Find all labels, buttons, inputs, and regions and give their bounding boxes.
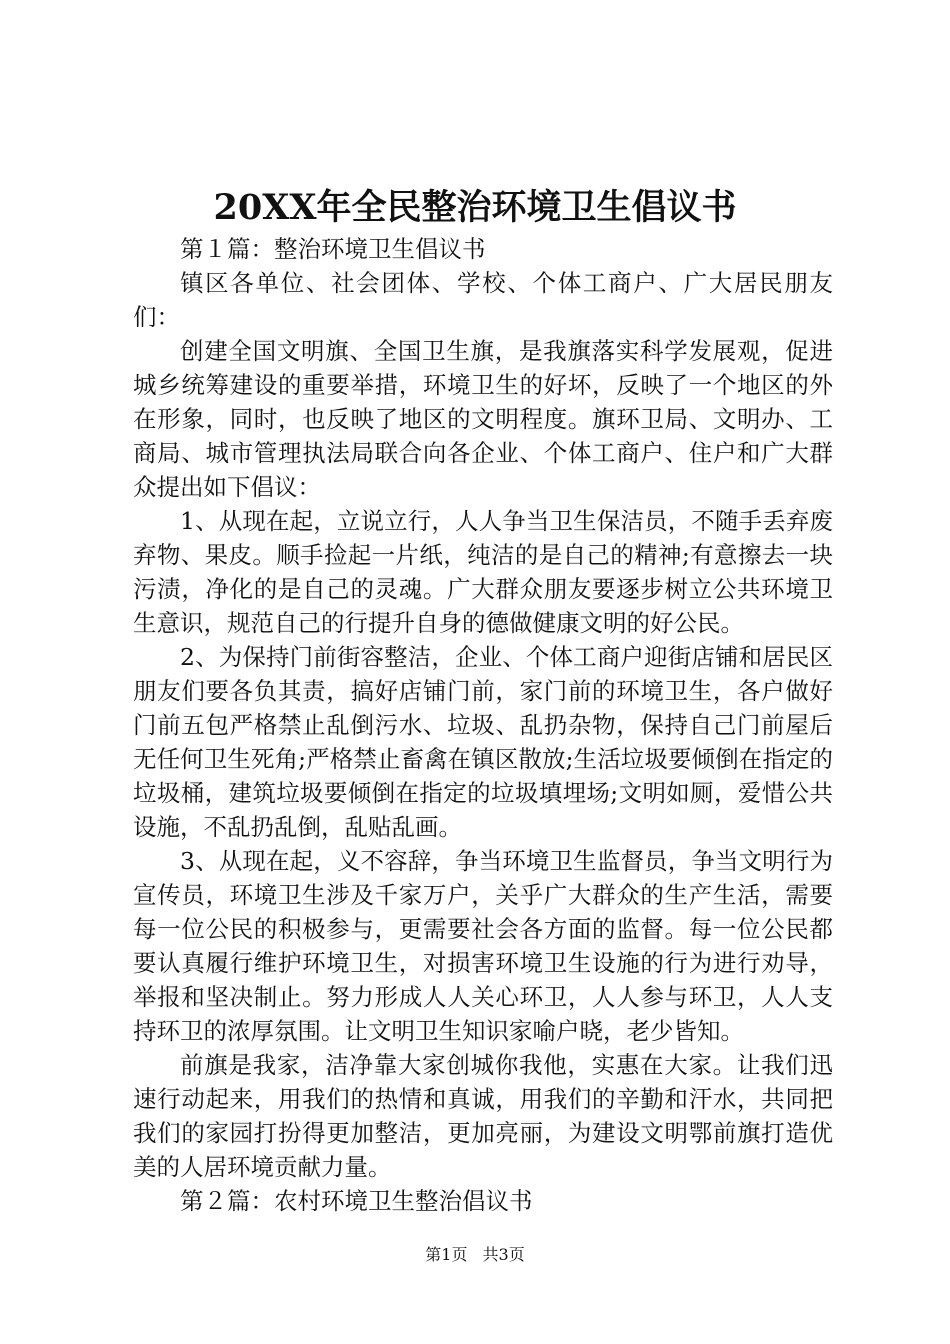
paragraph-item-3: 3、从现在起，义不容辞，争当环境卫生监督员，争当文明行为宣传员，环境卫生涉及千家万户，关乎广大群众的生产生活，需要每一位公民的积极参与，更需要社会各方面的监督。每一位公民都要认真履行维护环境卫生，对损害环境卫生设施的行为进行劝导，举报和坚决制止。努力形成人人关心环卫，人人参与环卫，人人支持环卫的浓厚氛围。让文明卫生知识家喻户晓，老少皆知。 — [133, 847, 833, 1045]
paragraph-intro: 创建全国文明旗、全国卫生旗，是我旗落实科学发展观，促进城乡统筹建设的重要举措，环境卫生的好坏，反映了一个地区的外在形象，同时，也反映了地区的文明程度。旗环卫局、文明办、工商局、城市管理执法局联合向各企业、个体工商户、住户和广大群众提出如下倡议： — [133, 337, 833, 501]
paragraph-closing: 前旗是我家，洁净靠大家创城你我他，实惠在大家。让我们迅速行动起来，用我们的热情和真诚，用我们的辛勤和汗水，共同把我们的家园打扮得更加整洁，更加亮丽，为建设文明鄂前旗打造优美的人居环境贡献力量。 — [133, 1051, 833, 1181]
page-footer — [0, 1243, 950, 1267]
document-body — [133, 232, 833, 1218]
salutation: 镇区各单位、社会团体、学校、个体工商户、广大居民朋友们： — [133, 269, 833, 331]
paragraph-item-1: 1、从现在起，立说立行，人人争当卫生保洁员，不随手丢弃废弃物、果皮。顺手捡起一片纸，纯洁的是自己的精神;有意擦去一块污渍，净化的是自己的灵魂。广大群众朋友要逐步树立公共环境卫生意识，规范自己的行提升自身的德做健康文明的好公民。 — [133, 507, 833, 637]
paragraph-item-2: 2、为保持门前街容整洁，企业、个体工商户迎街店铺和居民区朋友们要各负其责，搞好店铺门前，家门前的环境卫生，各户做好门前五包严格禁止乱倒污水、垃圾、乱扔杂物，保持自己门前屋后无任何卫生死角;严格禁止畜禽在镇区散放;生活垃圾要倾倒在指定的垃圾桶，建筑垃圾要倾倒在指定的垃圾填埋场;文明如厕，爱惜公共设施，不乱扔乱倒，乱贴乱画。 — [133, 643, 833, 841]
section-heading-1: 第１篇：整治环境卫生倡议书 — [180, 235, 486, 263]
page-number: 第1页 — [425, 1245, 468, 1264]
document-title: 20XX年全民整治环境卫生倡议书 — [213, 187, 737, 228]
section-heading-2: 第２篇：农村环境卫生整治倡议书 — [180, 1187, 533, 1215]
page-total: 共3页 — [482, 1245, 525, 1264]
